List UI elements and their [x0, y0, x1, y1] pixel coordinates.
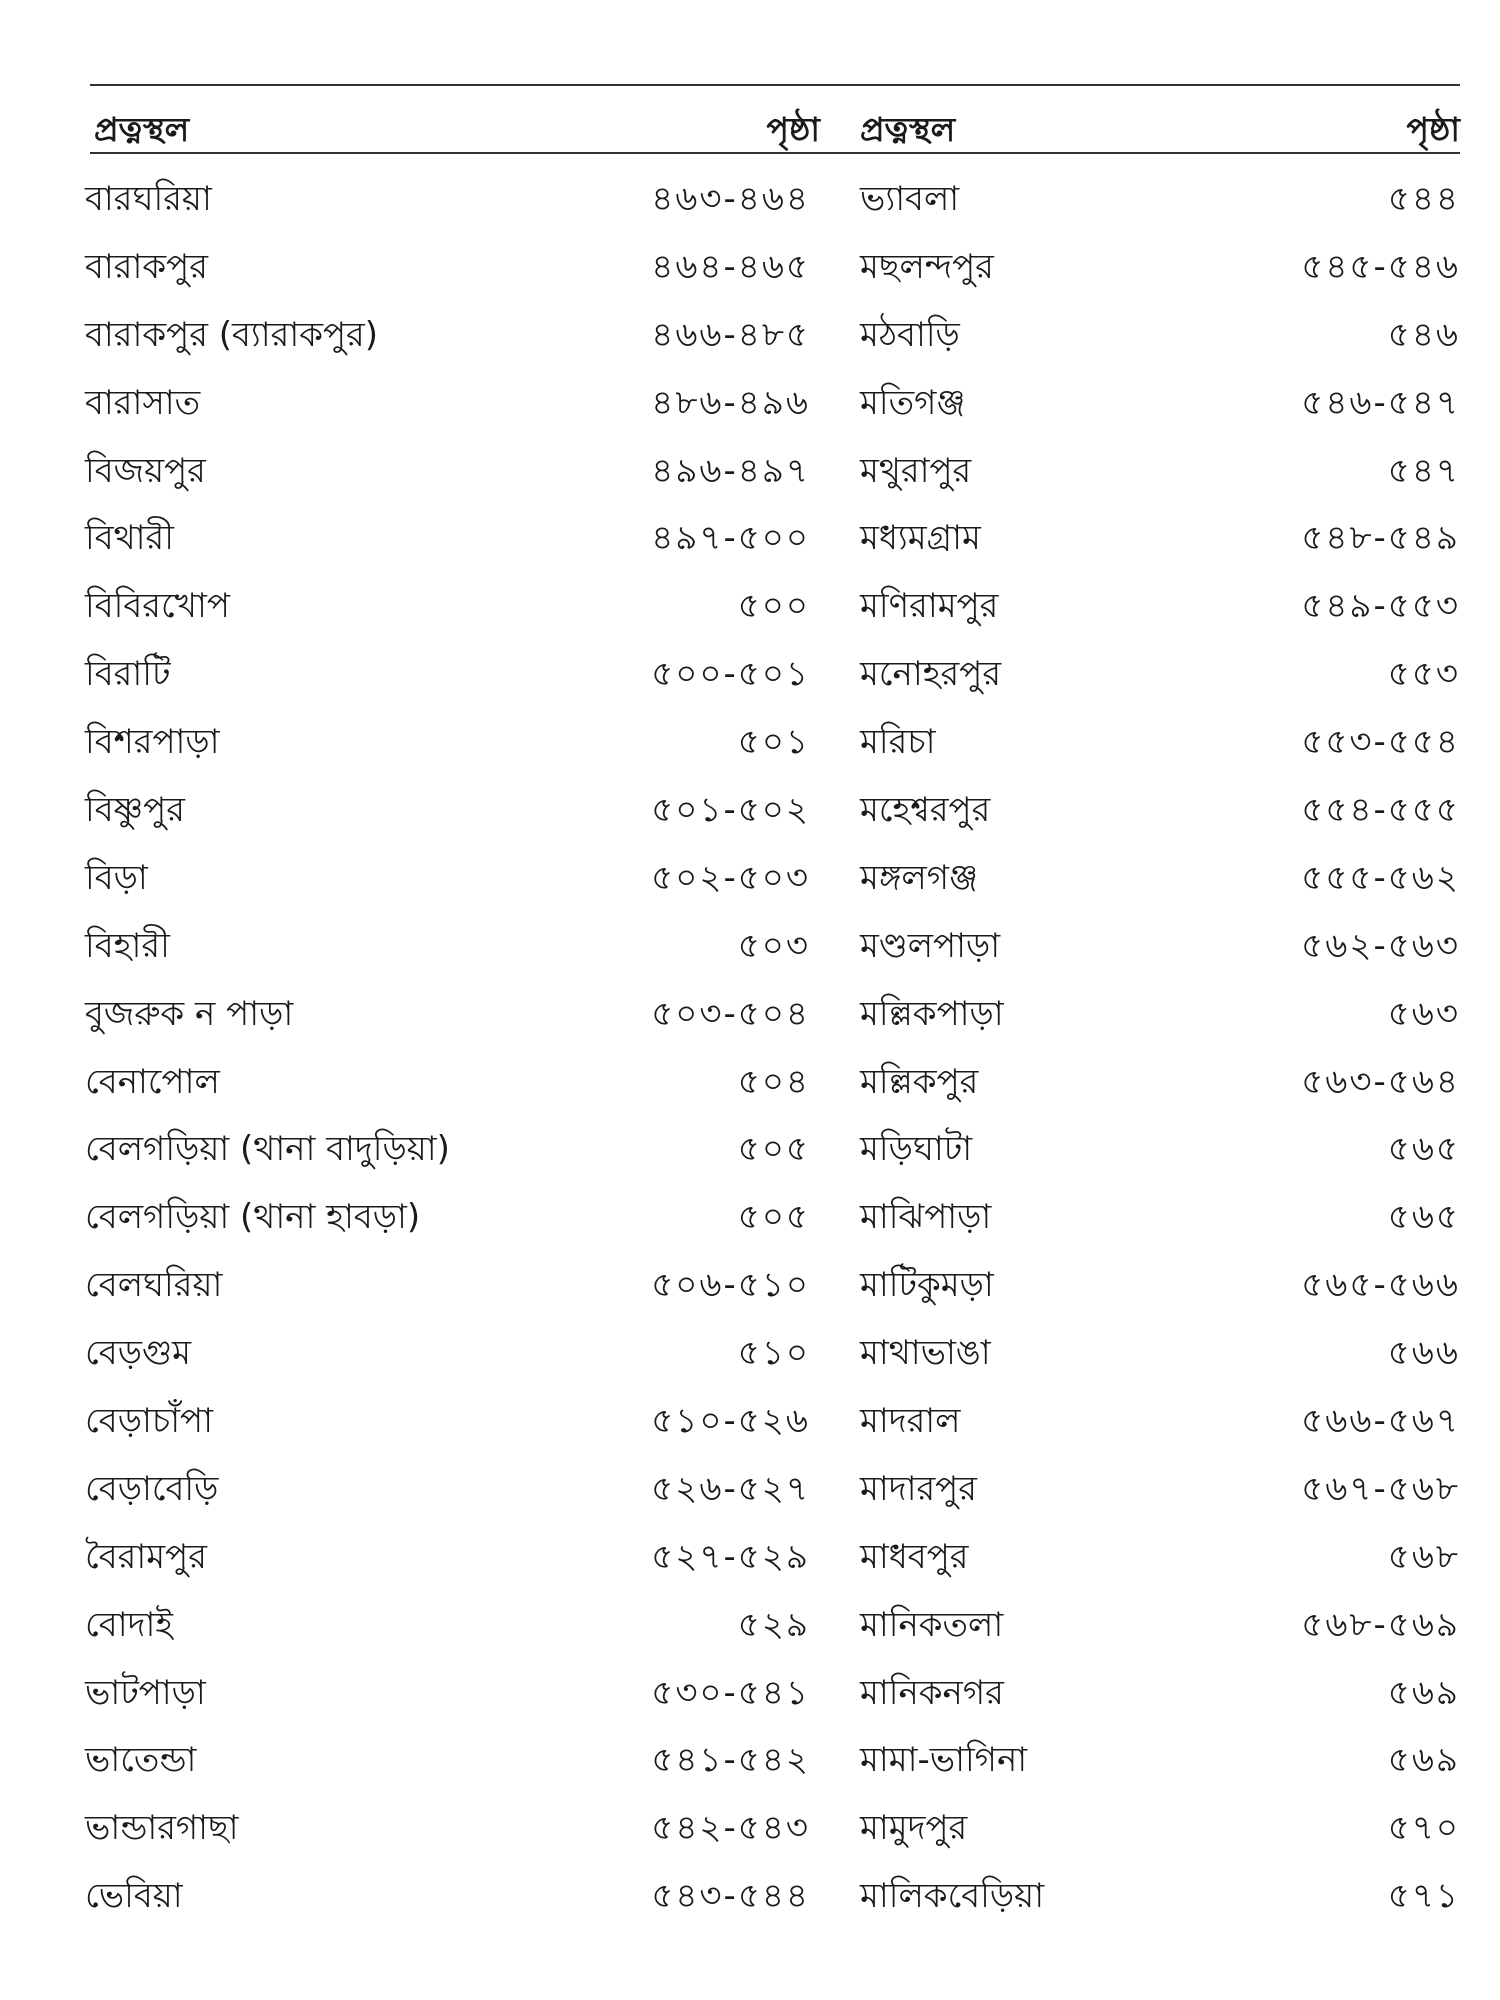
- right-place: মানিকতলা: [860, 1604, 1004, 1645]
- right-place: মামা-ভাগিনা: [860, 1740, 1028, 1781]
- table-row: [70, 845, 1460, 913]
- right-place: মধ্যমগ্রাম: [860, 518, 981, 559]
- left-place: বেড়গুম: [85, 1333, 192, 1374]
- right-page: ৫৬৮: [1387, 1536, 1460, 1577]
- left-page: ৫০৬-৫১০: [651, 1265, 810, 1306]
- left-place: বিরাটি: [85, 654, 171, 695]
- left-page: ৫১০: [737, 1333, 810, 1374]
- left-page: ৫০১-৫০২: [651, 790, 810, 831]
- right-place: মনোহরপুর: [860, 654, 1002, 695]
- table-row: [70, 1863, 1460, 1931]
- left-place: বেলগড়িয়া (থানা বাদুড়িয়া): [85, 1129, 450, 1170]
- right-page: ৫৪৮-৫৪৯: [1301, 518, 1460, 559]
- header-page-left: পৃষ্ঠা: [766, 110, 820, 149]
- right-page: ৫৫৩-৫৫৪: [1301, 722, 1460, 763]
- left-place: বেড়াবেড়ি: [85, 1468, 219, 1509]
- right-page: ৫৫৫-৫৬২: [1301, 857, 1460, 898]
- right-place: মছলন্দপুর: [860, 246, 994, 287]
- right-place: মানিকনগর: [860, 1672, 1004, 1713]
- left-page: ৪৬৪-৪৬৫: [651, 246, 810, 287]
- right-page: ৫৬৫-৫৬৬: [1301, 1265, 1460, 1306]
- right-place: মাধবপুর: [860, 1536, 969, 1577]
- left-page: ৫০৫: [737, 1197, 810, 1238]
- table-row: [70, 1524, 1460, 1592]
- table-row: [70, 573, 1460, 641]
- left-place: বেলগড়িয়া (থানা হাবড়া): [85, 1197, 421, 1238]
- table-row: [70, 234, 1460, 302]
- left-place: বারাসাত: [85, 382, 201, 423]
- right-page: ৫৬৮-৫৬৯: [1301, 1604, 1460, 1645]
- right-place: মল্লিকপুর: [860, 1061, 979, 1102]
- left-place: বিশরপাড়া: [85, 722, 220, 763]
- index-table-body: [70, 166, 1460, 1931]
- left-page: ৪৬৬-৪৮৫: [651, 314, 810, 355]
- top-rule: [90, 84, 1460, 86]
- header-rule: [90, 152, 1460, 154]
- right-place: মল্লিকপাড়া: [860, 993, 1004, 1034]
- left-place: বেনাপোল: [85, 1061, 220, 1102]
- right-page: ৫৬৯: [1387, 1672, 1460, 1713]
- right-place: মথুরাপুর: [860, 450, 972, 491]
- right-place: মাদরাল: [860, 1401, 961, 1442]
- table-row: [70, 913, 1460, 981]
- table-row: [70, 1795, 1460, 1863]
- table-row: [70, 1184, 1460, 1252]
- left-place: বারাকপুর (ব্যারাকপুর): [85, 314, 379, 355]
- right-place: মাদারপুর: [860, 1468, 977, 1509]
- table-row: [70, 1592, 1460, 1660]
- right-place: মতিগঞ্জ: [860, 382, 966, 423]
- right-place: মরিচা: [860, 722, 936, 763]
- table-header: [70, 94, 1460, 150]
- left-place: বিজয়পুর: [85, 450, 206, 491]
- left-page: ৫২৬-৫২৭: [651, 1468, 810, 1509]
- right-place: মাথাভাঙা: [860, 1333, 991, 1374]
- left-page: ৫২৯: [737, 1604, 810, 1645]
- left-place: বিষ্ণুপুর: [85, 790, 185, 831]
- right-place: মাঝিপাড়া: [860, 1197, 992, 1238]
- right-page: ৫৬৯: [1387, 1740, 1460, 1781]
- left-place: বিথারী: [85, 518, 174, 559]
- left-place: বিহারী: [85, 925, 170, 966]
- left-place: ভাটপাড়া: [85, 1672, 206, 1713]
- left-page: ৫০৫: [737, 1129, 810, 1170]
- right-page: ৫৫৩: [1387, 654, 1460, 695]
- left-place: বেলঘরিয়া: [85, 1265, 223, 1306]
- right-place: মাটিকুমড়া: [860, 1265, 994, 1306]
- table-row: [70, 1660, 1460, 1728]
- table-row: [70, 1320, 1460, 1388]
- left-place: বোদাই: [85, 1604, 173, 1645]
- left-place: বিবিরখোপ: [85, 586, 230, 627]
- table-row: [70, 981, 1460, 1049]
- right-place: মড়িঘাটা: [860, 1129, 973, 1170]
- right-page: ৫৫৪-৫৫৫: [1301, 790, 1460, 831]
- right-place: মণ্ডলপাড়া: [860, 925, 1001, 966]
- table-row: [70, 166, 1460, 234]
- right-page: ৫৪৭: [1387, 450, 1460, 491]
- right-place: ভ্যাবলা: [860, 179, 960, 219]
- table-row: [70, 641, 1460, 709]
- table-row: [70, 709, 1460, 777]
- table-row: [70, 1388, 1460, 1456]
- right-place: মঠবাড়ি: [860, 314, 960, 355]
- left-place: বিড়া: [85, 857, 148, 898]
- right-page: ৫৬৩: [1387, 993, 1460, 1034]
- right-page: ৫৬৬-৫৬৭: [1301, 1401, 1460, 1442]
- index-page: [70, 84, 1460, 1964]
- left-place: বারঘরিয়া: [85, 179, 212, 219]
- left-place: বুজরুক ন পাড়া: [85, 993, 294, 1034]
- left-place: বেড়াচাঁপা: [85, 1401, 213, 1442]
- right-page: ৫৪৪: [1387, 179, 1460, 219]
- right-page: ৫৪৬: [1387, 314, 1460, 355]
- right-page: ৫৬২-৫৬৩: [1301, 925, 1460, 966]
- table-row: [70, 438, 1460, 506]
- right-page: ৫৬৫: [1387, 1129, 1460, 1170]
- left-place: বৈরামপুর: [85, 1536, 207, 1577]
- table-row: [70, 1252, 1460, 1320]
- left-page: ৫১০-৫২৬: [651, 1401, 810, 1442]
- table-row: [70, 505, 1460, 573]
- left-page: ৫০৩-৫০৪: [651, 993, 810, 1034]
- right-page: ৫৪৬-৫৪৭: [1301, 382, 1460, 423]
- table-row: [70, 370, 1460, 438]
- right-place: মণিরামপুর: [860, 586, 999, 627]
- header-page-right: পৃষ্ঠা: [1406, 110, 1460, 149]
- left-page: ৫০০: [737, 586, 810, 627]
- table-row: [70, 1456, 1460, 1524]
- right-page: ৫৬৬: [1387, 1333, 1460, 1374]
- right-page: ৫৬৫: [1387, 1197, 1460, 1238]
- left-page: ৫২৭-৫২৯: [651, 1536, 810, 1577]
- left-page: ৪৬৩-৪৬৪: [651, 179, 810, 219]
- right-place: মহেশ্বরপুর: [860, 790, 991, 831]
- left-page: ৫০০-৫০১: [651, 654, 810, 695]
- right-page: ৫৭১: [1387, 1876, 1460, 1917]
- left-page: ৪৮৬-৪৯৬: [651, 382, 810, 423]
- left-page: ৫০১: [737, 722, 810, 763]
- left-page: ৪৯৭-৫০০: [651, 518, 810, 559]
- table-row: [70, 1727, 1460, 1795]
- right-page: ৫৭০: [1387, 1808, 1460, 1849]
- table-row: [70, 1116, 1460, 1184]
- right-page: ৫৪৯-৫৫৩: [1301, 586, 1460, 627]
- header-place-right: প্রত্নস্থল: [860, 110, 956, 149]
- right-place: মামুদপুর: [860, 1808, 968, 1849]
- left-place: বারাকপুর: [85, 246, 208, 287]
- header-place-left: প্রত্নস্থল: [94, 110, 190, 149]
- left-page: ৪৯৬-৪৯৭: [651, 450, 810, 491]
- left-page: ৫০৪: [737, 1061, 810, 1102]
- left-place: ভান্ডারগাছা: [85, 1808, 239, 1849]
- left-place: ভেবিয়া: [85, 1876, 183, 1917]
- left-page: ৫৪১-৫৪২: [651, 1740, 810, 1781]
- left-page: ৫৩০-৫৪১: [651, 1672, 810, 1713]
- right-page: ৫৪৫-৫৪৬: [1301, 246, 1460, 287]
- left-place: ভাতেন্ডা: [85, 1740, 197, 1781]
- table-row: [70, 1049, 1460, 1117]
- left-page: ৫৪৩-৫৪৪: [651, 1876, 810, 1917]
- table-row: [70, 302, 1460, 370]
- right-place: মঙ্গলগঞ্জ: [860, 857, 979, 898]
- right-place: মালিকবেড়িয়া: [860, 1876, 1045, 1917]
- right-page: ৫৬৭-৫৬৮: [1301, 1468, 1460, 1509]
- left-page: ৫০৩: [737, 925, 810, 966]
- left-page: ৫০২-৫০৩: [651, 857, 810, 898]
- table-row: [70, 777, 1460, 845]
- right-page: ৫৬৩-৫৬৪: [1301, 1061, 1460, 1102]
- left-page: ৫৪২-৫৪৩: [651, 1808, 810, 1849]
